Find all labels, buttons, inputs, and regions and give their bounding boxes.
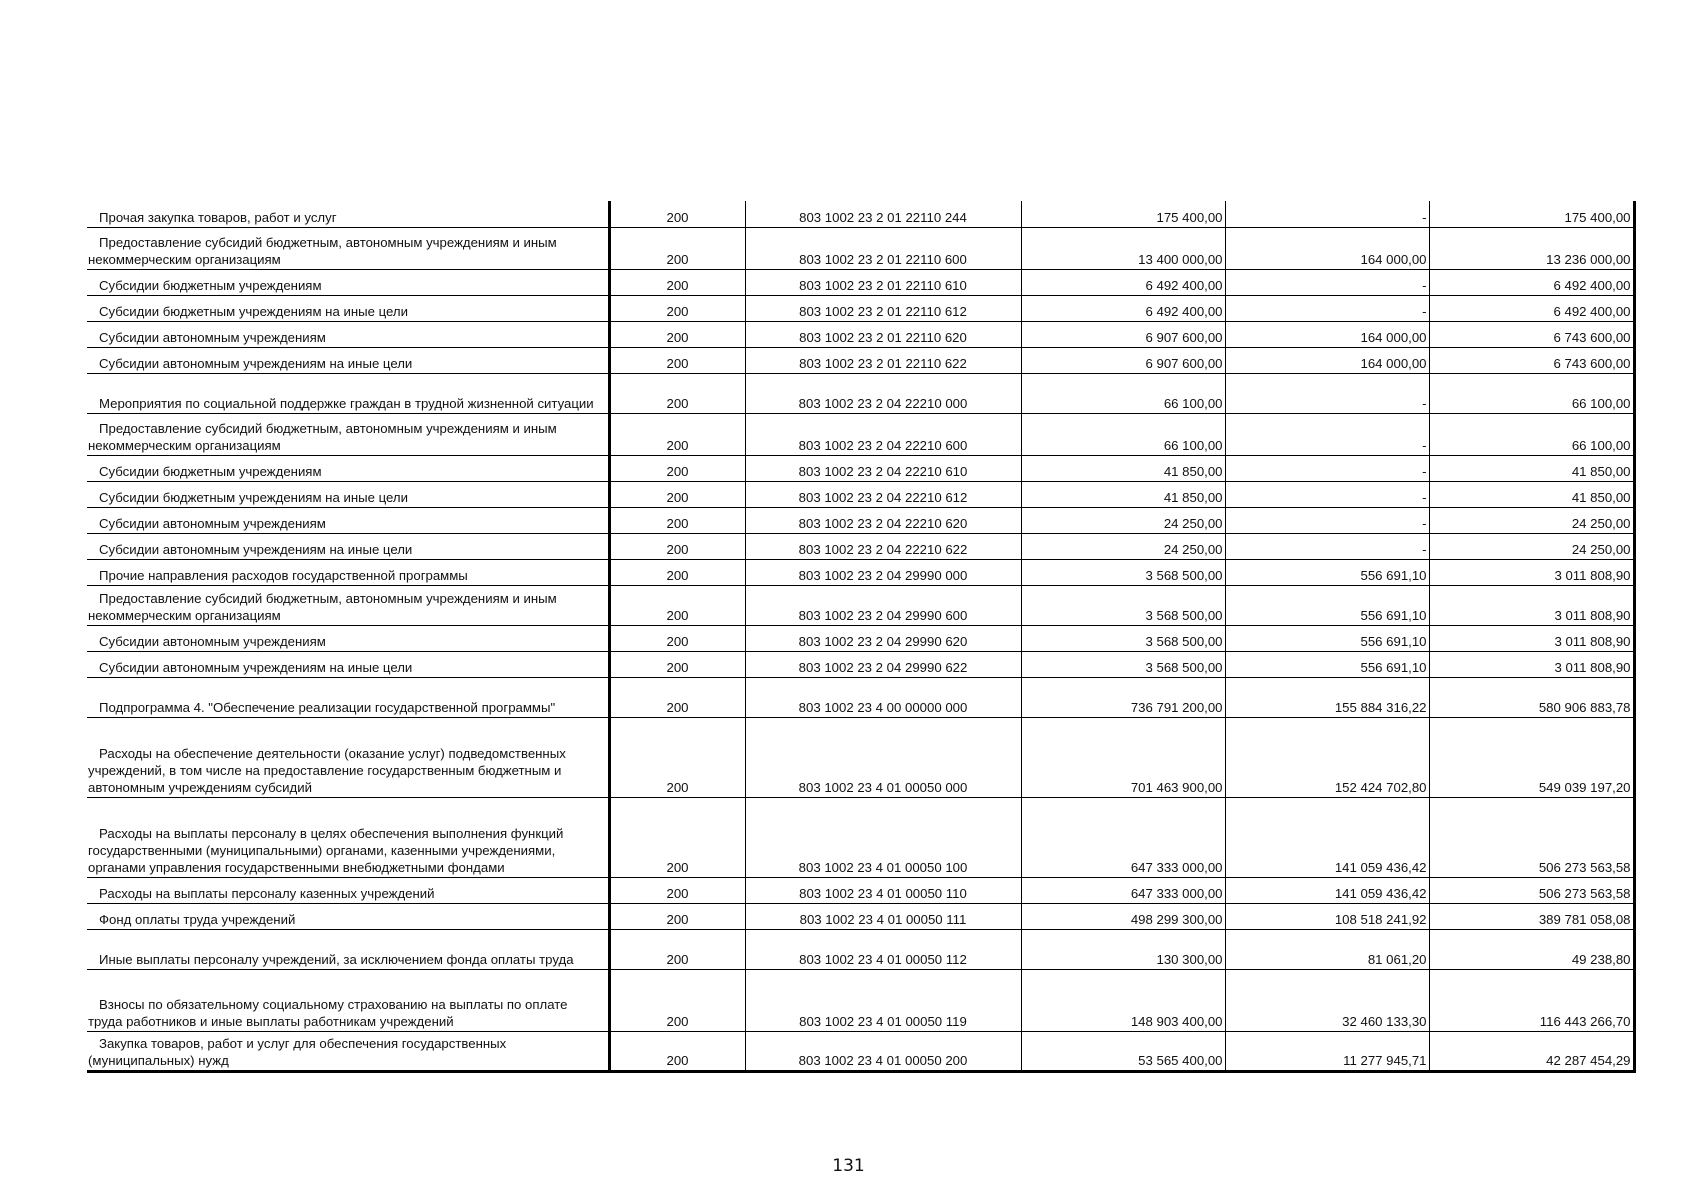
line-code-cell: 200 <box>609 507 745 533</box>
expense-name-cell: Предоставление субсидий бюджетным, автономным учреждениям и иным некоммерческим организациям <box>87 413 609 455</box>
table-row <box>87 373 1634 413</box>
budget-classification-code-cell: 803 1002 23 4 01 00050 110 <box>745 877 1021 903</box>
budget-classification-code-cell: 803 1002 23 2 04 29990 622 <box>745 651 1021 677</box>
table-body <box>87 201 1634 1071</box>
line-code-cell: 200 <box>609 227 745 269</box>
executed-amount-cell: 556 691,10 <box>1225 625 1429 651</box>
executed-amount-cell: - <box>1225 533 1429 559</box>
line-code-cell: 200 <box>609 651 745 677</box>
line-code-cell: 200 <box>609 269 745 295</box>
table-row <box>87 295 1634 321</box>
unexecuted-amount-cell: 49 238,80 <box>1429 929 1634 969</box>
executed-amount-cell: - <box>1225 481 1429 507</box>
approved-amount-cell: 736 791 200,00 <box>1021 677 1225 717</box>
line-code-cell: 200 <box>609 625 745 651</box>
budget-execution-table <box>87 201 1636 1073</box>
table-row <box>87 877 1634 903</box>
executed-amount-cell: 164 000,00 <box>1225 347 1429 373</box>
expense-name-cell: Закупка товаров, работ и услуг для обеспечения государственных (муниципальных) нужд <box>87 1031 609 1071</box>
executed-amount-cell: 155 884 316,22 <box>1225 677 1429 717</box>
budget-classification-code-cell: 803 1002 23 2 04 22210 600 <box>745 413 1021 455</box>
budget-classification-code-cell: 803 1002 23 2 01 22110 610 <box>745 269 1021 295</box>
expense-name-cell: Расходы на выплаты персоналу в целях обеспечения выполнения функций государственными (муниципальными) органами, казенными учреждениями, органами управления государственными внебюджетными фондами <box>87 797 609 877</box>
line-code-cell: 200 <box>609 321 745 347</box>
approved-amount-cell: 41 850,00 <box>1021 455 1225 481</box>
unexecuted-amount-cell: 41 850,00 <box>1429 455 1634 481</box>
table-row <box>87 533 1634 559</box>
unexecuted-amount-cell: 116 443 266,70 <box>1429 969 1634 1031</box>
approved-amount-cell: 701 463 900,00 <box>1021 717 1225 797</box>
approved-amount-cell: 41 850,00 <box>1021 481 1225 507</box>
unexecuted-amount-cell: 13 236 000,00 <box>1429 227 1634 269</box>
unexecuted-amount-cell: 3 011 808,90 <box>1429 625 1634 651</box>
table-row <box>87 507 1634 533</box>
executed-amount-cell: - <box>1225 507 1429 533</box>
expense-name-cell: Предоставление субсидий бюджетным, автономным учреждениям и иным некоммерческим организациям <box>87 227 609 269</box>
budget-classification-code-cell: 803 1002 23 4 01 00050 000 <box>745 717 1021 797</box>
expense-name-cell: Субсидии автономным учреждениям <box>87 507 609 533</box>
approved-amount-cell: 3 568 500,00 <box>1021 625 1225 651</box>
table-row <box>87 651 1634 677</box>
expense-name-cell: Мероприятия по социальной поддержке граждан в трудной жизненной ситуации <box>87 373 609 413</box>
budget-classification-code-cell: 803 1002 23 2 01 22110 600 <box>745 227 1021 269</box>
budget-classification-code-cell: 803 1002 23 2 01 22110 620 <box>745 321 1021 347</box>
expense-name-cell: Подпрограмма 4. "Обеспечение реализации государственной программы" <box>87 677 609 717</box>
approved-amount-cell: 6 907 600,00 <box>1021 347 1225 373</box>
unexecuted-amount-cell: 3 011 808,90 <box>1429 585 1634 625</box>
line-code-cell: 200 <box>609 559 745 585</box>
budget-classification-code-cell: 803 1002 23 2 04 22210 612 <box>745 481 1021 507</box>
line-code-cell: 200 <box>609 373 745 413</box>
line-code-cell: 200 <box>609 533 745 559</box>
budget-classification-code-cell: 803 1002 23 2 04 29990 600 <box>745 585 1021 625</box>
line-code-cell: 200 <box>609 347 745 373</box>
table-row <box>87 559 1634 585</box>
line-code-cell: 200 <box>609 969 745 1031</box>
approved-amount-cell: 24 250,00 <box>1021 533 1225 559</box>
unexecuted-amount-cell: 6 492 400,00 <box>1429 295 1634 321</box>
line-code-cell: 200 <box>609 903 745 929</box>
unexecuted-amount-cell: 24 250,00 <box>1429 533 1634 559</box>
executed-amount-cell: 556 691,10 <box>1225 585 1429 625</box>
budget-classification-code-cell: 803 1002 23 2 04 29990 000 <box>745 559 1021 585</box>
approved-amount-cell: 66 100,00 <box>1021 413 1225 455</box>
budget-classification-code-cell: 803 1002 23 4 01 00050 100 <box>745 797 1021 877</box>
expense-name-cell: Субсидии бюджетным учреждениям на иные цели <box>87 295 609 321</box>
expense-name-cell: Взносы по обязательному социальному страхованию на выплаты по оплате труда работников и иные выплаты работникам учреждений <box>87 969 609 1031</box>
executed-amount-cell: 152 424 702,80 <box>1225 717 1429 797</box>
line-code-cell: 200 <box>609 481 745 507</box>
unexecuted-amount-cell: 66 100,00 <box>1429 413 1634 455</box>
expense-name-cell: Субсидии бюджетным учреждениям <box>87 269 609 295</box>
executed-amount-cell: - <box>1225 295 1429 321</box>
approved-amount-cell: 130 300,00 <box>1021 929 1225 969</box>
budget-classification-code-cell: 803 1002 23 2 01 22110 612 <box>745 295 1021 321</box>
expense-name-cell: Иные выплаты персоналу учреждений, за исключением фонда оплаты труда <box>87 929 609 969</box>
approved-amount-cell: 3 568 500,00 <box>1021 585 1225 625</box>
line-code-cell: 200 <box>609 797 745 877</box>
table-row <box>87 321 1634 347</box>
unexecuted-amount-cell: 3 011 808,90 <box>1429 651 1634 677</box>
approved-amount-cell: 498 299 300,00 <box>1021 903 1225 929</box>
budget-classification-code-cell: 803 1002 23 2 04 22210 610 <box>745 455 1021 481</box>
budget-classification-code-cell: 803 1002 23 4 01 00050 111 <box>745 903 1021 929</box>
executed-amount-cell: - <box>1225 373 1429 413</box>
executed-amount-cell: 556 691,10 <box>1225 651 1429 677</box>
expense-name-cell: Расходы на выплаты персоналу казенных учреждений <box>87 877 609 903</box>
page-number: 131 <box>832 1156 865 1176</box>
unexecuted-amount-cell: 175 400,00 <box>1429 201 1634 227</box>
table-row <box>87 201 1634 227</box>
unexecuted-amount-cell: 6 743 600,00 <box>1429 347 1634 373</box>
unexecuted-amount-cell: 6 492 400,00 <box>1429 269 1634 295</box>
line-code-cell: 200 <box>609 929 745 969</box>
unexecuted-amount-cell: 389 781 058,08 <box>1429 903 1634 929</box>
line-code-cell: 200 <box>609 877 745 903</box>
budget-classification-code-cell: 803 1002 23 2 01 22110 244 <box>745 201 1021 227</box>
line-code-cell: 200 <box>609 717 745 797</box>
table-row <box>87 677 1634 717</box>
expense-name-cell: Субсидии бюджетным учреждениям на иные цели <box>87 481 609 507</box>
table-row <box>87 929 1634 969</box>
executed-amount-cell: 108 518 241,92 <box>1225 903 1429 929</box>
unexecuted-amount-cell: 24 250,00 <box>1429 507 1634 533</box>
expense-name-cell: Прочие направления расходов государственной программы <box>87 559 609 585</box>
table-row <box>87 903 1634 929</box>
budget-classification-code-cell: 803 1002 23 2 04 22210 620 <box>745 507 1021 533</box>
expense-name-cell: Субсидии бюджетным учреждениям <box>87 455 609 481</box>
table-row <box>87 969 1634 1031</box>
executed-amount-cell: 81 061,20 <box>1225 929 1429 969</box>
expense-name-cell: Субсидии автономным учреждениям на иные цели <box>87 651 609 677</box>
line-code-cell: 200 <box>609 295 745 321</box>
line-code-cell: 200 <box>609 455 745 481</box>
table-row <box>87 797 1634 877</box>
table-row <box>87 413 1634 455</box>
approved-amount-cell: 66 100,00 <box>1021 373 1225 413</box>
approved-amount-cell: 6 492 400,00 <box>1021 269 1225 295</box>
executed-amount-cell: 141 059 436,42 <box>1225 877 1429 903</box>
executed-amount-cell: - <box>1225 201 1429 227</box>
unexecuted-amount-cell: 6 743 600,00 <box>1429 321 1634 347</box>
approved-amount-cell: 3 568 500,00 <box>1021 651 1225 677</box>
expense-name-cell: Субсидии автономным учреждениям <box>87 625 609 651</box>
executed-amount-cell: 11 277 945,71 <box>1225 1031 1429 1071</box>
expense-name-cell: Фонд оплаты труда учреждений <box>87 903 609 929</box>
table-row <box>87 347 1634 373</box>
table-row <box>87 269 1634 295</box>
budget-classification-code-cell: 803 1002 23 4 00 00000 000 <box>745 677 1021 717</box>
executed-amount-cell: - <box>1225 269 1429 295</box>
unexecuted-amount-cell: 41 850,00 <box>1429 481 1634 507</box>
approved-amount-cell: 148 903 400,00 <box>1021 969 1225 1031</box>
expense-name-cell: Субсидии автономным учреждениям на иные цели <box>87 347 609 373</box>
table-row <box>87 481 1634 507</box>
approved-amount-cell: 3 568 500,00 <box>1021 559 1225 585</box>
approved-amount-cell: 647 333 000,00 <box>1021 877 1225 903</box>
line-code-cell: 200 <box>609 201 745 227</box>
table-row <box>87 717 1634 797</box>
line-code-cell: 200 <box>609 1031 745 1071</box>
expense-name-cell: Прочая закупка товаров, работ и услуг <box>87 201 609 227</box>
budget-classification-code-cell: 803 1002 23 2 04 22210 000 <box>745 373 1021 413</box>
unexecuted-amount-cell: 506 273 563,58 <box>1429 797 1634 877</box>
line-code-cell: 200 <box>609 413 745 455</box>
budget-classification-code-cell: 803 1002 23 2 04 22210 622 <box>745 533 1021 559</box>
table-row <box>87 585 1634 625</box>
executed-amount-cell: - <box>1225 413 1429 455</box>
unexecuted-amount-cell: 3 011 808,90 <box>1429 559 1634 585</box>
executed-amount-cell: - <box>1225 455 1429 481</box>
approved-amount-cell: 13 400 000,00 <box>1021 227 1225 269</box>
table-row <box>87 1031 1634 1071</box>
executed-amount-cell: 556 691,10 <box>1225 559 1429 585</box>
executed-amount-cell: 32 460 133,30 <box>1225 969 1429 1031</box>
budget-classification-code-cell: 803 1002 23 4 01 00050 200 <box>745 1031 1021 1071</box>
approved-amount-cell: 53 565 400,00 <box>1021 1031 1225 1071</box>
approved-amount-cell: 175 400,00 <box>1021 201 1225 227</box>
executed-amount-cell: 164 000,00 <box>1225 227 1429 269</box>
table-row <box>87 625 1634 651</box>
approved-amount-cell: 6 492 400,00 <box>1021 295 1225 321</box>
executed-amount-cell: 164 000,00 <box>1225 321 1429 347</box>
approved-amount-cell: 647 333 000,00 <box>1021 797 1225 877</box>
unexecuted-amount-cell: 506 273 563,58 <box>1429 877 1634 903</box>
expense-name-cell: Субсидии автономным учреждениям на иные цели <box>87 533 609 559</box>
budget-classification-code-cell: 803 1002 23 4 01 00050 119 <box>745 969 1021 1031</box>
unexecuted-amount-cell: 66 100,00 <box>1429 373 1634 413</box>
expense-name-cell: Предоставление субсидий бюджетным, автономным учреждениям и иным некоммерческим организациям <box>87 585 609 625</box>
budget-classification-code-cell: 803 1002 23 4 01 00050 112 <box>745 929 1021 969</box>
table-row <box>87 455 1634 481</box>
budget-classification-code-cell: 803 1002 23 2 01 22110 622 <box>745 347 1021 373</box>
executed-amount-cell: 141 059 436,42 <box>1225 797 1429 877</box>
approved-amount-cell: 24 250,00 <box>1021 507 1225 533</box>
approved-amount-cell: 6 907 600,00 <box>1021 321 1225 347</box>
unexecuted-amount-cell: 580 906 883,78 <box>1429 677 1634 717</box>
unexecuted-amount-cell: 549 039 197,20 <box>1429 717 1634 797</box>
expense-name-cell: Субсидии автономным учреждениям <box>87 321 609 347</box>
line-code-cell: 200 <box>609 677 745 717</box>
table-row <box>87 227 1634 269</box>
unexecuted-amount-cell: 42 287 454,29 <box>1429 1031 1634 1071</box>
expense-name-cell: Расходы на обеспечение деятельности (оказание услуг) подведомственных учреждений, в том числе на предоставление государственным бюджетным и автономным учреждениям субсидий <box>87 717 609 797</box>
line-code-cell: 200 <box>609 585 745 625</box>
budget-classification-code-cell: 803 1002 23 2 04 29990 620 <box>745 625 1021 651</box>
